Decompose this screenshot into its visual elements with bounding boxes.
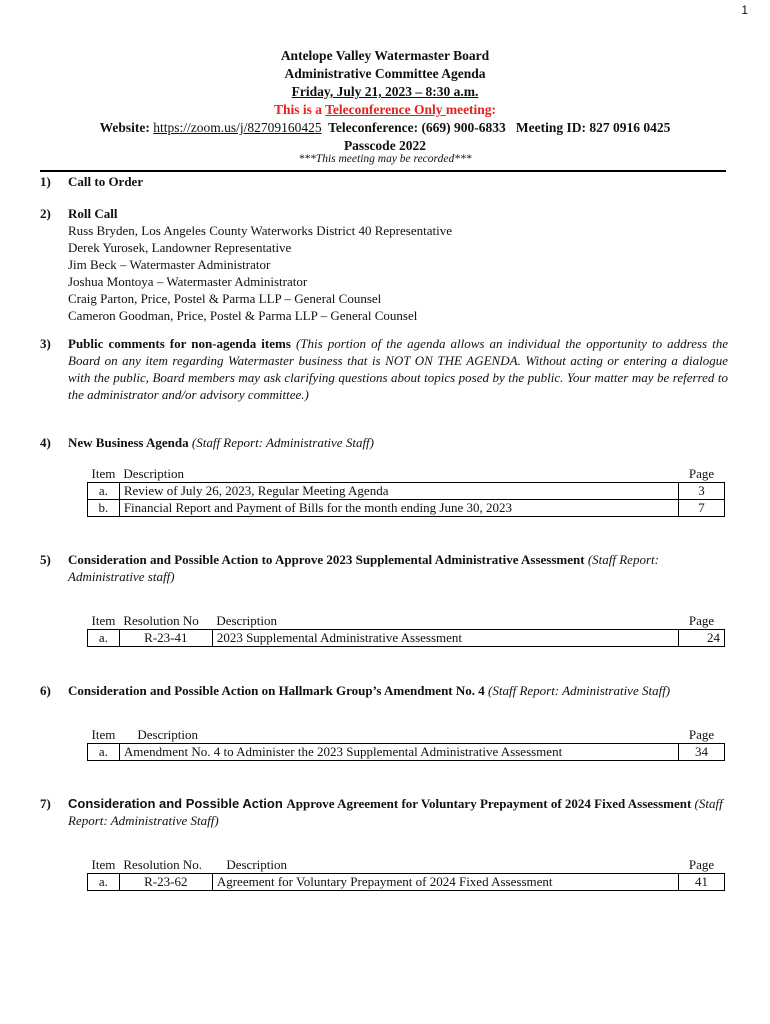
section-number: 2) <box>40 206 51 221</box>
table-row <box>88 630 725 647</box>
section-voluntary-prepayment <box>40 795 728 829</box>
item-description: Amendment No. 4 to Administer the 2023 Supplemental Administrative Assessment <box>119 744 678 761</box>
item-description: Financial Report and Payment of Bills for the month ending June 30, 2023 <box>119 500 678 517</box>
website-label: Website: <box>99 120 154 135</box>
table-row <box>88 874 725 891</box>
section-number: 1) <box>40 174 51 189</box>
section-call-to-order <box>40 173 728 190</box>
section-title-a: Consideration and Possible Action <box>68 796 287 811</box>
item-description: Review of July 26, 2023, Regular Meeting Agenda <box>119 483 678 500</box>
col-header-resolution: Resolution No <box>123 613 199 628</box>
item-resolution: R-23-62 <box>119 874 212 891</box>
item-letter: a. <box>88 483 120 500</box>
item-page: 7 <box>679 500 725 517</box>
website-line <box>0 119 770 137</box>
section-note: (Staff Report: Administrative staff) <box>68 552 659 584</box>
section-number: 7) <box>40 796 51 811</box>
item-letter: b. <box>88 500 120 517</box>
section-title: Roll Call <box>68 206 118 221</box>
item-description: 2023 Supplemental Administrative Assessment <box>212 630 678 647</box>
item-description: Agreement for Voluntary Prepayment of 2024 Fixed Assessment <box>212 874 678 891</box>
section-supplemental-assessment <box>40 551 728 585</box>
meeting-date: Friday, July 21, 2023 – 8:30 a.m. <box>291 84 479 99</box>
roll-call-member: Joshua Montoya – Watermaster Administrator <box>68 274 308 289</box>
col-header-page: Page <box>688 466 715 481</box>
item-page: 34 <box>679 744 725 761</box>
section-number: 4) <box>40 435 51 450</box>
new-business-table <box>87 466 725 517</box>
phone-info: Teleconference: (669) 900-6833 Meeting ID: 827 0916 0425 <box>321 120 671 135</box>
section-roll-call <box>40 205 728 324</box>
item-letter: a. <box>88 630 120 647</box>
page-number: 1 <box>741 3 748 17</box>
table-row <box>88 483 725 500</box>
col-header-item: Item <box>91 466 116 481</box>
col-header-page: Page <box>688 857 715 872</box>
roll-call-member: Cameron Goodman, Price, Postel & Parma LLP – General Counsel <box>68 308 418 323</box>
section-number: 6) <box>40 683 51 698</box>
section-title: Consideration and Possible Action on Hallmark Group’s Amendment No. 4 <box>68 683 485 698</box>
item-page: 24 <box>679 630 725 647</box>
website-link[interactable]: https://zoom.us/j/82709160425 <box>153 120 322 135</box>
col-header-description: Description <box>123 466 184 481</box>
section-public-comments <box>40 335 729 403</box>
section-note: (Staff Report: Administrative Staff) <box>191 435 374 450</box>
item-resolution: R-23-41 <box>119 630 212 647</box>
board-title: Antelope Valley Watermaster Board <box>280 48 490 63</box>
tele-text-b: Teleconference Only <box>325 102 446 117</box>
roll-call-member: Jim Beck – Watermaster Administrator <box>68 257 271 272</box>
section-number: 3) <box>40 336 51 351</box>
col-header-item: Item <box>91 613 116 628</box>
roll-call-member: Derek Yurosek, Landowner Representative <box>68 240 292 255</box>
recorded-notice: ***This meeting may be recorded*** <box>298 153 472 165</box>
section-title-b: Approve Agreement for Voluntary Prepayment of 2024 Fixed Assessment <box>286 796 692 811</box>
section-title: New Business Agenda <box>68 435 189 450</box>
hallmark-amendment-table <box>87 727 725 761</box>
section-note: (Staff Report: Administrative Staff) <box>68 796 723 828</box>
col-header-resolution: Resolution No. <box>123 857 203 872</box>
table-header-row <box>88 613 725 630</box>
section-title: Consideration and Possible Action to Approve 2023 Supplemental Administrative Assessment <box>68 552 585 567</box>
section-title: Public comments for non-agenda items <box>68 336 291 351</box>
item-letter: a. <box>88 874 120 891</box>
col-header-description: Description <box>137 727 198 742</box>
committee-title: Administrative Committee Agenda <box>284 66 486 81</box>
table-row <box>88 744 725 761</box>
section-hallmark-amendment <box>40 682 728 699</box>
supplemental-assessment-table <box>87 613 725 647</box>
section-title: Call to Order <box>68 174 144 189</box>
agenda-header <box>0 47 770 155</box>
section-note: (Staff Report: Administrative Staff) <box>488 683 671 698</box>
section-number: 5) <box>40 552 51 567</box>
teleconference-notice <box>0 101 770 119</box>
voluntary-prepayment-table <box>87 857 725 891</box>
col-header-description: Description <box>226 857 287 872</box>
roll-call-member: Russ Bryden, Los Angeles County Waterworks District 40 Representative <box>68 223 452 238</box>
table-row <box>88 500 725 517</box>
col-header-item: Item <box>91 857 116 872</box>
section-new-business <box>40 434 728 451</box>
col-header-page: Page <box>688 613 715 628</box>
passcode: Passcode 2022 <box>343 138 427 153</box>
col-header-description: Description <box>216 613 277 628</box>
tele-text-c: meeting: <box>445 102 497 117</box>
col-header-item: Item <box>91 727 116 742</box>
item-page: 41 <box>679 874 725 891</box>
item-letter: a. <box>88 744 120 761</box>
table-header-row <box>88 727 725 744</box>
section-note: (This portion of the agenda allows an individual the opportunity to address the Board on any item regarding Watermaster business that is NOT ON THE AGENDA. Without acting or entering a dialogue with the public, Board members may ask clarifying questions about topics posed by the public. Your matter may be referred to the administrator and/or advisory committee.) <box>68 336 729 402</box>
col-header-page: Page <box>688 727 715 742</box>
table-header-row <box>88 466 725 483</box>
item-page: 3 <box>679 483 725 500</box>
header-divider <box>40 170 726 172</box>
roll-call-member: Craig Parton, Price, Postel & Parma LLP – General Counsel <box>68 291 382 306</box>
table-header-row <box>88 857 725 874</box>
tele-text-a: This is a <box>273 102 326 117</box>
